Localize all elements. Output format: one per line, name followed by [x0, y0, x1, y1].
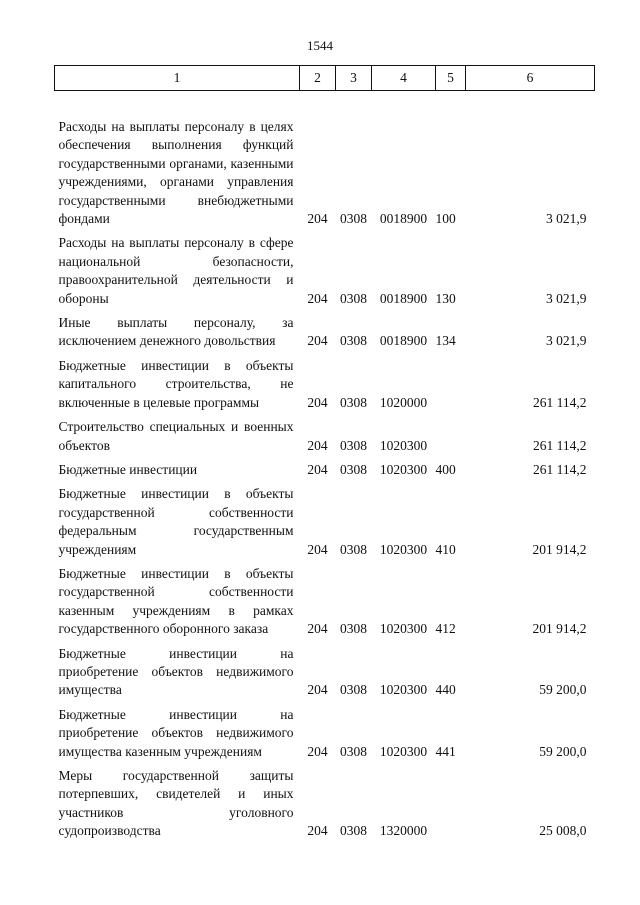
row-ministry-code: 204 — [307, 621, 328, 637]
row-ministry-code: 204 — [307, 437, 328, 453]
row-expense-type-code: 440 — [435, 682, 456, 698]
row-ministry-code: 204 — [307, 461, 328, 477]
table-row — [55, 357, 595, 412]
row-section-code: 0308 — [340, 211, 367, 227]
row-amount: 201 914,2 — [532, 621, 587, 637]
row-name: Иные выплаты персоналу, за исключением денежного довольствия — [58, 315, 294, 349]
row-expense-type-code — [436, 357, 466, 412]
row-name: Бюджетные инвестиции в объекты капитального строительства, не включенные в целевые программы — [58, 357, 294, 410]
header-row — [55, 66, 595, 91]
row-name: Бюджетные инвестиции на приобретение объектов недвижимого имущества — [58, 645, 294, 698]
header-col-5: 5 — [436, 66, 466, 91]
row-section-code: 0308 — [340, 333, 367, 349]
row-expense-type-code: 400 — [435, 461, 456, 477]
row-ministry-code: 204 — [307, 394, 328, 410]
row-target-code: 1020300 — [379, 682, 428, 698]
row-target-code: 1020000 — [379, 394, 428, 410]
row-name: Бюджетные инвестиции в объекты государственной собственности федеральным государственным учреждениям — [58, 486, 294, 557]
row-amount: 59 200,0 — [539, 743, 587, 759]
header-col-1: 1 — [55, 66, 300, 91]
table-header — [55, 66, 595, 91]
header-col-4: 4 — [372, 66, 436, 91]
row-target-code: 1020300 — [379, 541, 428, 557]
row-target-code: 1020300 — [379, 743, 428, 759]
row-name: Расходы на выплаты персоналу в сфере национальной безопасности, правоохранительной деятельности и обороны — [58, 235, 294, 306]
table-row — [55, 314, 595, 351]
row-target-code: 0018900 — [379, 333, 428, 349]
header-col-2: 2 — [300, 66, 336, 91]
row-ministry-code: 204 — [307, 211, 328, 227]
row-amount: 25 008,0 — [539, 823, 587, 839]
row-name: Меры государственной защиты потерпевших, свидетелей и иных участников уголовного судопроизводства — [58, 768, 294, 839]
row-section-code: 0308 — [340, 290, 367, 306]
table-row — [55, 485, 595, 559]
row-expense-type-code: 134 — [435, 333, 456, 349]
budget-table — [54, 65, 595, 841]
table-row — [55, 461, 595, 479]
row-name: Строительство специальных и военных объектов — [58, 419, 294, 453]
row-amount: 3 021,9 — [546, 333, 587, 349]
row-target-code: 1020300 — [379, 437, 428, 453]
header-col-6: 6 — [466, 66, 595, 91]
table-row — [55, 706, 595, 761]
row-section-code: 0308 — [340, 394, 367, 410]
table-row — [55, 234, 595, 308]
row-target-code: 0018900 — [379, 211, 428, 227]
header-col-3: 3 — [336, 66, 372, 91]
row-name: Бюджетные инвестиции — [58, 461, 198, 477]
row-amount: 201 914,2 — [532, 541, 587, 557]
row-ministry-code: 204 — [307, 333, 328, 349]
row-target-code: 1020300 — [379, 461, 428, 477]
row-section-code: 0308 — [340, 682, 367, 698]
table-row — [55, 767, 595, 841]
row-target-code: 1320000 — [379, 823, 428, 839]
row-amount: 261 114,2 — [533, 461, 587, 477]
row-name: Бюджетные инвестиции в объекты государственной собственности казенным учреждениям в рамках государственного оборонного заказа — [58, 565, 294, 637]
row-section-code: 0308 — [340, 621, 367, 637]
row-name: Бюджетные инвестиции на приобретение объектов недвижимого имущества казенным учреждениям — [58, 706, 294, 759]
row-amount: 3 021,9 — [546, 290, 587, 306]
table-row — [55, 565, 595, 639]
row-amount: 261 114,2 — [533, 394, 587, 410]
table-body — [55, 91, 595, 841]
row-name: Расходы на выплаты персоналу в целях обеспечения выполнения функций государственными органами, казенными учреждениями, органами управления государственными внебюджетными фондами — [58, 119, 294, 227]
row-expense-type-code: 130 — [435, 290, 456, 306]
row-expense-type-code: 441 — [435, 743, 456, 759]
row-amount: 3 021,9 — [546, 211, 587, 227]
row-ministry-code: 204 — [307, 290, 328, 306]
row-target-code: 1020300 — [379, 621, 428, 637]
table-row — [55, 418, 595, 455]
row-section-code: 0308 — [340, 437, 367, 453]
row-ministry-code: 204 — [307, 823, 328, 839]
row-ministry-code: 204 — [307, 541, 328, 557]
row-section-code: 0308 — [340, 823, 367, 839]
page-number: 1544 — [307, 38, 333, 53]
row-expense-type-code — [436, 767, 466, 841]
row-section-code: 0308 — [340, 743, 367, 759]
row-expense-type-code: 410 — [435, 541, 456, 557]
row-section-code: 0308 — [340, 541, 367, 557]
row-target-code: 0018900 — [379, 290, 428, 306]
row-section-code: 0308 — [340, 461, 367, 477]
row-ministry-code: 204 — [307, 743, 328, 759]
row-expense-type-code — [436, 418, 466, 455]
row-amount: 59 200,0 — [539, 682, 587, 698]
row-expense-type-code: 412 — [435, 621, 456, 637]
row-expense-type-code: 100 — [435, 211, 456, 227]
row-ministry-code: 204 — [307, 682, 328, 698]
table-row — [55, 645, 595, 700]
row-amount: 261 114,2 — [533, 437, 587, 453]
table-row — [55, 91, 595, 229]
